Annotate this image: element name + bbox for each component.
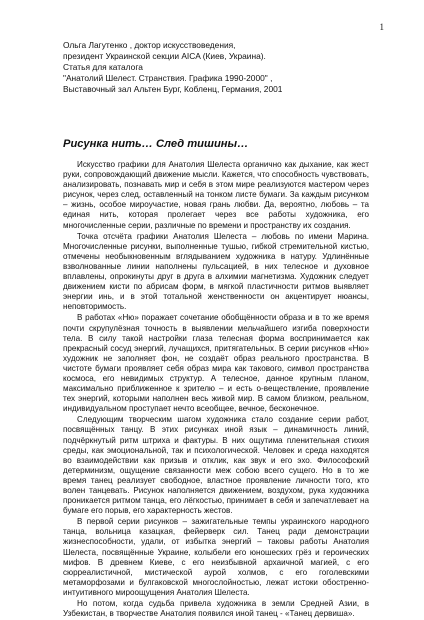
article-title: Рисунка нить… След тишины… [63,138,249,150]
article-header [63,40,383,95]
article-body [63,160,369,620]
paragraph: Следующим творческим шагом художника стало создание серии работ, посвящённых танцу. В этих рисунках иной язык – динамичность линий, подчёркнутый ритм штриха и фактуры. В них ощутима пленительная стихия среды, как эмоциональной, так и психологической. Человек и среда находятся во взаимодействии как призыв и отклик, как звук и его эхо. Философский детерминизм, ощущение связанности меж собою всего сущего. Но в то же время танец реализует свободное, властное проявление личности того, кто волен танцевать. Рисунок наполняется движением, воздухом, рука художника проникается ритмом танца, его лёгкостью, принимает в себя и запечатлевает на бумаге его порыв, его характерность жестов. [63,415,369,516]
header-line-position: президент Украинской секции AICA (Киев, Украина). [63,50,266,61]
paragraph: Но потом, когда судьба привела художника в земли Средней Азии, в Узбекистан, в творчестве Анатолия появился иной танец - «Танец дервиша». [63,599,369,619]
header-line-purpose: Статья для каталога [63,61,143,72]
paragraph: Искусство графики для Анатолия Шелеста органично как дыхание, как жест руки, сопровождающий движение мысли. Кажется, что способность чувствовать, анализировать, познавать мир и себя в этом мире реализуются мастером через рисунок, через след, оставленный на тонком листе бумаги. За каждым рисунком – жизнь, особое мироучастие, новая грань любви. Да, вероятно, любовь – та единая нить, которая пролегает через все работы художника, его многочисленные серии, различные по времени и пространству их создания. [63,160,369,230]
header-line-catalog: "Анатолий Шелест. Странствия. Графика 1990-2000" , [63,72,273,83]
paragraph: В работах «Ню» поражает сочетание обобщённости образа и в то же время почти скрупулёзная точность в выявлении мельчайшего изгиба поверхности тела. В силу такой настройки глаза телесная форма воспринимается как прекрасный сосуд энергий, лучащихся, притягательных. В серии рисунков «Ню» художник не заполняет фон, не создаёт образ реального пространства. В чистоте бумаги проявляет себя образ мира как такового, символ пространства космоса, его невидимых структур. А телесное, данное крупным планом, максимально приближенное к зрителю – и есть о-веществление, проявление тех энергий, которыми наполнен весь живой мир. В самом близком, реальном, индивидуальном проступает нечто всеобщее, вечное, бесконечное. [63,313,369,414]
header-line-author: Ольга Лагутенко , доктор искусствоведения, [63,40,236,50]
header-line-venue: Выставочный зал Альтен Бург, Кобленц, Германия, 2001 [63,83,283,94]
page-number: 1 [379,22,384,32]
paragraph: В первой серии рисунков – зажигательные темпы украинского народного танца, вольница казацкая, фейерверк сил. Танец ради демонстрации жизнеспособности, удали, от избытка энергий – таковы работы Анатолия Шелеста, посвящённые Украине, колыбели его юношеских грёз и героических мифов. В древнем Киеве, с его неизбывной архаичной магией, с его сюрреалистичной, мистической аурой холмов, с его гоголевскими метаморфозами и булгаковской многослойностью, лежат истоки обостренно-интуитивного мироощущения Анатолия Шелеста. [63,517,369,597]
paragraph: Точка отсчёта графики Анатолия Шелеста – любовь по имени Марина. Многочисленные рисунки, выполненные тушью, гибкой стремительной кистью, отмечены необыкновенным вглядыванием художника в натуру. Удлинённые взволнованные линии наполнены пульсацией, в них телесное и духовное вплавлены, опрокинуты друг в друга в алхимии магнетизма. Художник следует движением кисти по абрисам форм, в мягкой пластичности ритмов выявляет энергии инь, и в этой тотальной женственности он акцентирует нюансы, неповторимость. [63,231,369,312]
